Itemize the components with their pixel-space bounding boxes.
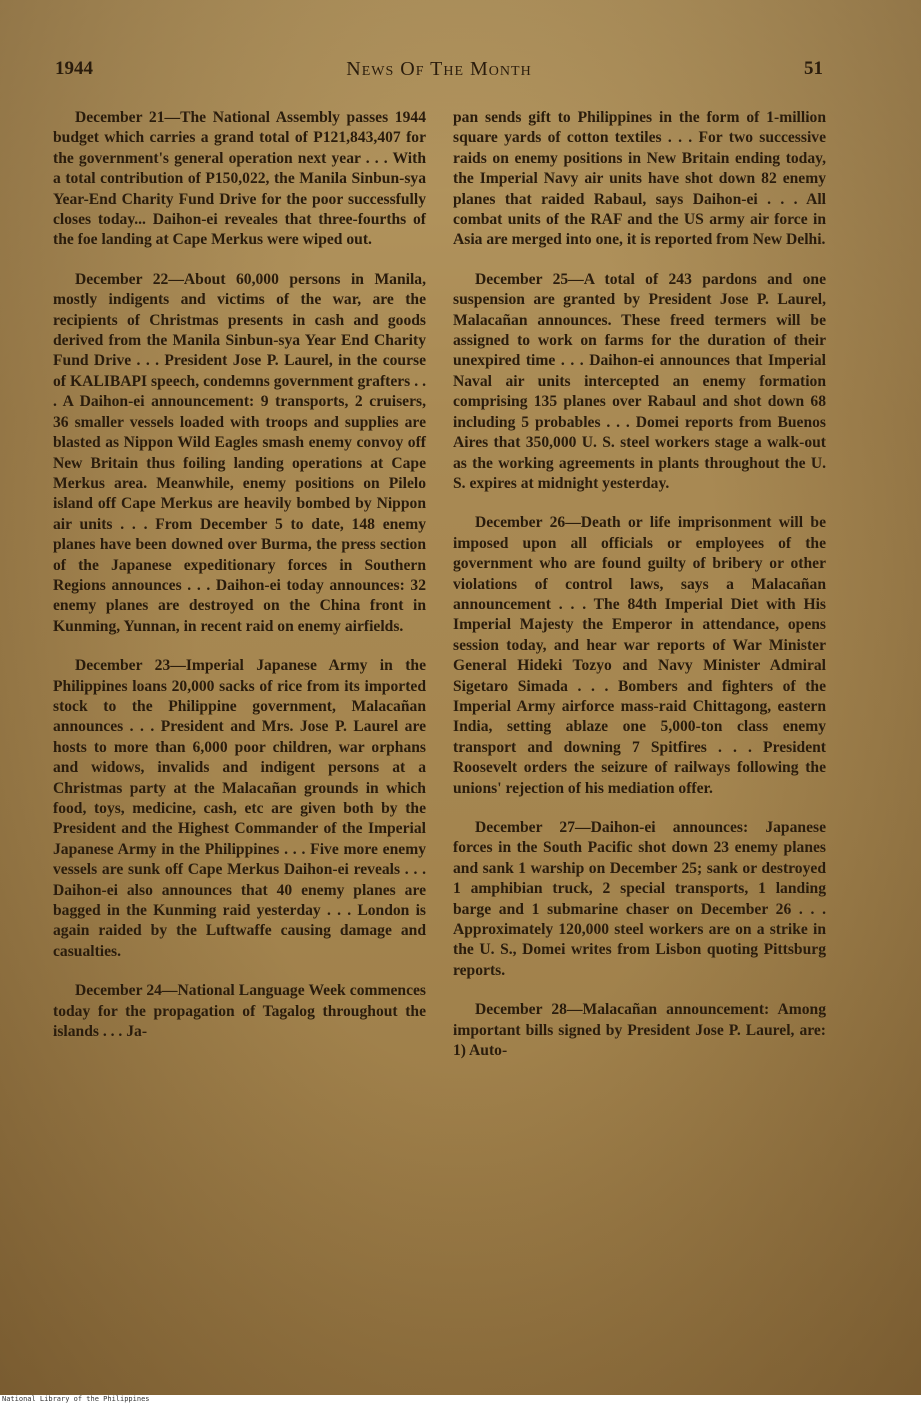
entry-december-21: December 21—The National Assembly passes 1944 budget which carries a grand total of P121,843,407 for the government's general operation next year . . . With a total contribution of P150,022, the Manila Sinbun-sya Year-End Charity Fund Drive for the poor successfully closes today... Daihon-ei reveales that three-fourths of the foe landing at Cape Merkus were wiped out. <box>53 109 426 249</box>
left-column <box>53 108 426 1061</box>
right-column <box>453 108 826 1080</box>
entry-december-27: December 27—Daihon-ei announces: Japanese forces in the South Pacific shot down 23 enemy planes and sank 1 warship on December 25; sank or destroyed 1 amphibian truck, 2 special transports, 1 landing barge and 1 submarine chaser on December 26 . . . Approximately 120,000 steel workers are on a strike in the U. S., Domei writes from Lisbon quoting Pittsburg reports. <box>453 819 826 979</box>
header-year: 1944 <box>55 58 93 79</box>
entry-december-22: December 22—About 60,000 persons in Manila, mostly indigents and victims of the war, are the recipients of Christmas presents in cash and goods derived from the Manila Sinbun-sya Year End Charity Fund Drive . . . President Jose P. Laurel, in the course of KALIBAPI speech, condemns government grafters . . . A Daihon-ei announcement: 9 transports, 2 cruisers, 36 smaller vessels loaded with troops and supplies are blasted as Nippon Wild Eagles smash enemy convoy off New Britain thus foiling landing operations at Cape Merkus area. Meanwhile, enemy positions on Pilelo island off Cape Merkus are heavily bombed by Nippon air units . . . From December 5 to date, 148 enemy planes have been downed over Burma, the press section of the Japanese expeditionary forces in Southern Regions announces . . . Daihon-ei today announces: 32 enemy planes are destroyed on the China front in Kunming, Yunnan, in recent raid on enemy airfields. <box>53 270 426 635</box>
library-footer: National Library of the Philippines <box>0 1395 921 1403</box>
entry-december-24-continued: pan sends gift to Philippines in the form of 1-million square yards of cotton textiles . . . For two successive raids on enemy positions in New Britain ending today, the Imperial Navy air units have shot down 82 enemy planes that raided Rabaul, says Daihon-ei . . . All combat units of the RAF and the US army air force in Asia are merged into one, it is reported from New Delhi. <box>453 109 826 249</box>
header-title: News Of The Month <box>346 58 532 80</box>
entry-december-25: December 25—A total of 243 pardons and one suspension are granted by President Jose P. Laurel, Malacañan announces. These freed termers will be assigned to work on farms for the duration of their unexpired time . . . Daihon-ei announces that Imperial Naval air units intercepted an enemy formation comprising 135 planes over Rabaul and shot down 68 including 5 probables . . . Domei reports from Buenos Aires that 350,000 U. S. steel workers stage a walk-out as the working agreements in plants throughout the U. S. expires at midnight yesterday. <box>453 270 826 492</box>
header-page-number: 51 <box>804 58 823 79</box>
page-header <box>55 58 823 88</box>
entry-december-23: December 23—Imperial Japanese Army in the Philippines loans 20,000 sacks of rice from its imported stock to the Philippine government, Malacañan announces . . . President and Mrs. Jose P. Laurel are hosts to more than 6,000 poor children, war orphans and widows, invalids and indigent persons at a Christmas party at the Malacañan grounds in which food, toys, medicine, cash, etc are given both by the President and the Highest Commander of the Imperial Japanese Army in the Philippines . . . Five more enemy vessels are sunk off Cape Merkus Daihon-ei reveals . . . Daihon-ei also announces that 40 enemy planes are bagged in the Kunming raid yesterday . . . London is again raided by the Luftwaffe causing damage and casualties. <box>53 657 426 960</box>
entry-december-28: December 28—Malacañan announcement: Among important bills signed by President Jose P. Laurel, are: 1) Auto- <box>453 1001 826 1060</box>
entry-december-26: December 26—Death or life imprisonment will be imposed upon all officials or employees of the government who are found guilty of bribery or other violations of control laws, says a Malacañan announcement . . . The 84th Imperial Diet with His Imperial Majesty the Emperor in attendance, opens session today, and hear war reports of War Minister General Hideki Tozyo and Navy Minister Admiral Sigetaro Simada . . . Bombers and fighters of the Imperial Army airforce mass-raid Chittagong, eastern India, setting ablaze one 5,000-ton class enemy transport and downing 7 Spitfires . . . President Roosevelt orders the seizure of railways following the unions' rejection of his mediation offer. <box>453 514 826 797</box>
entry-december-24: December 24—National Language Week commences today for the propagation of Tagalog throughout the islands . . . Ja- <box>53 982 426 1041</box>
